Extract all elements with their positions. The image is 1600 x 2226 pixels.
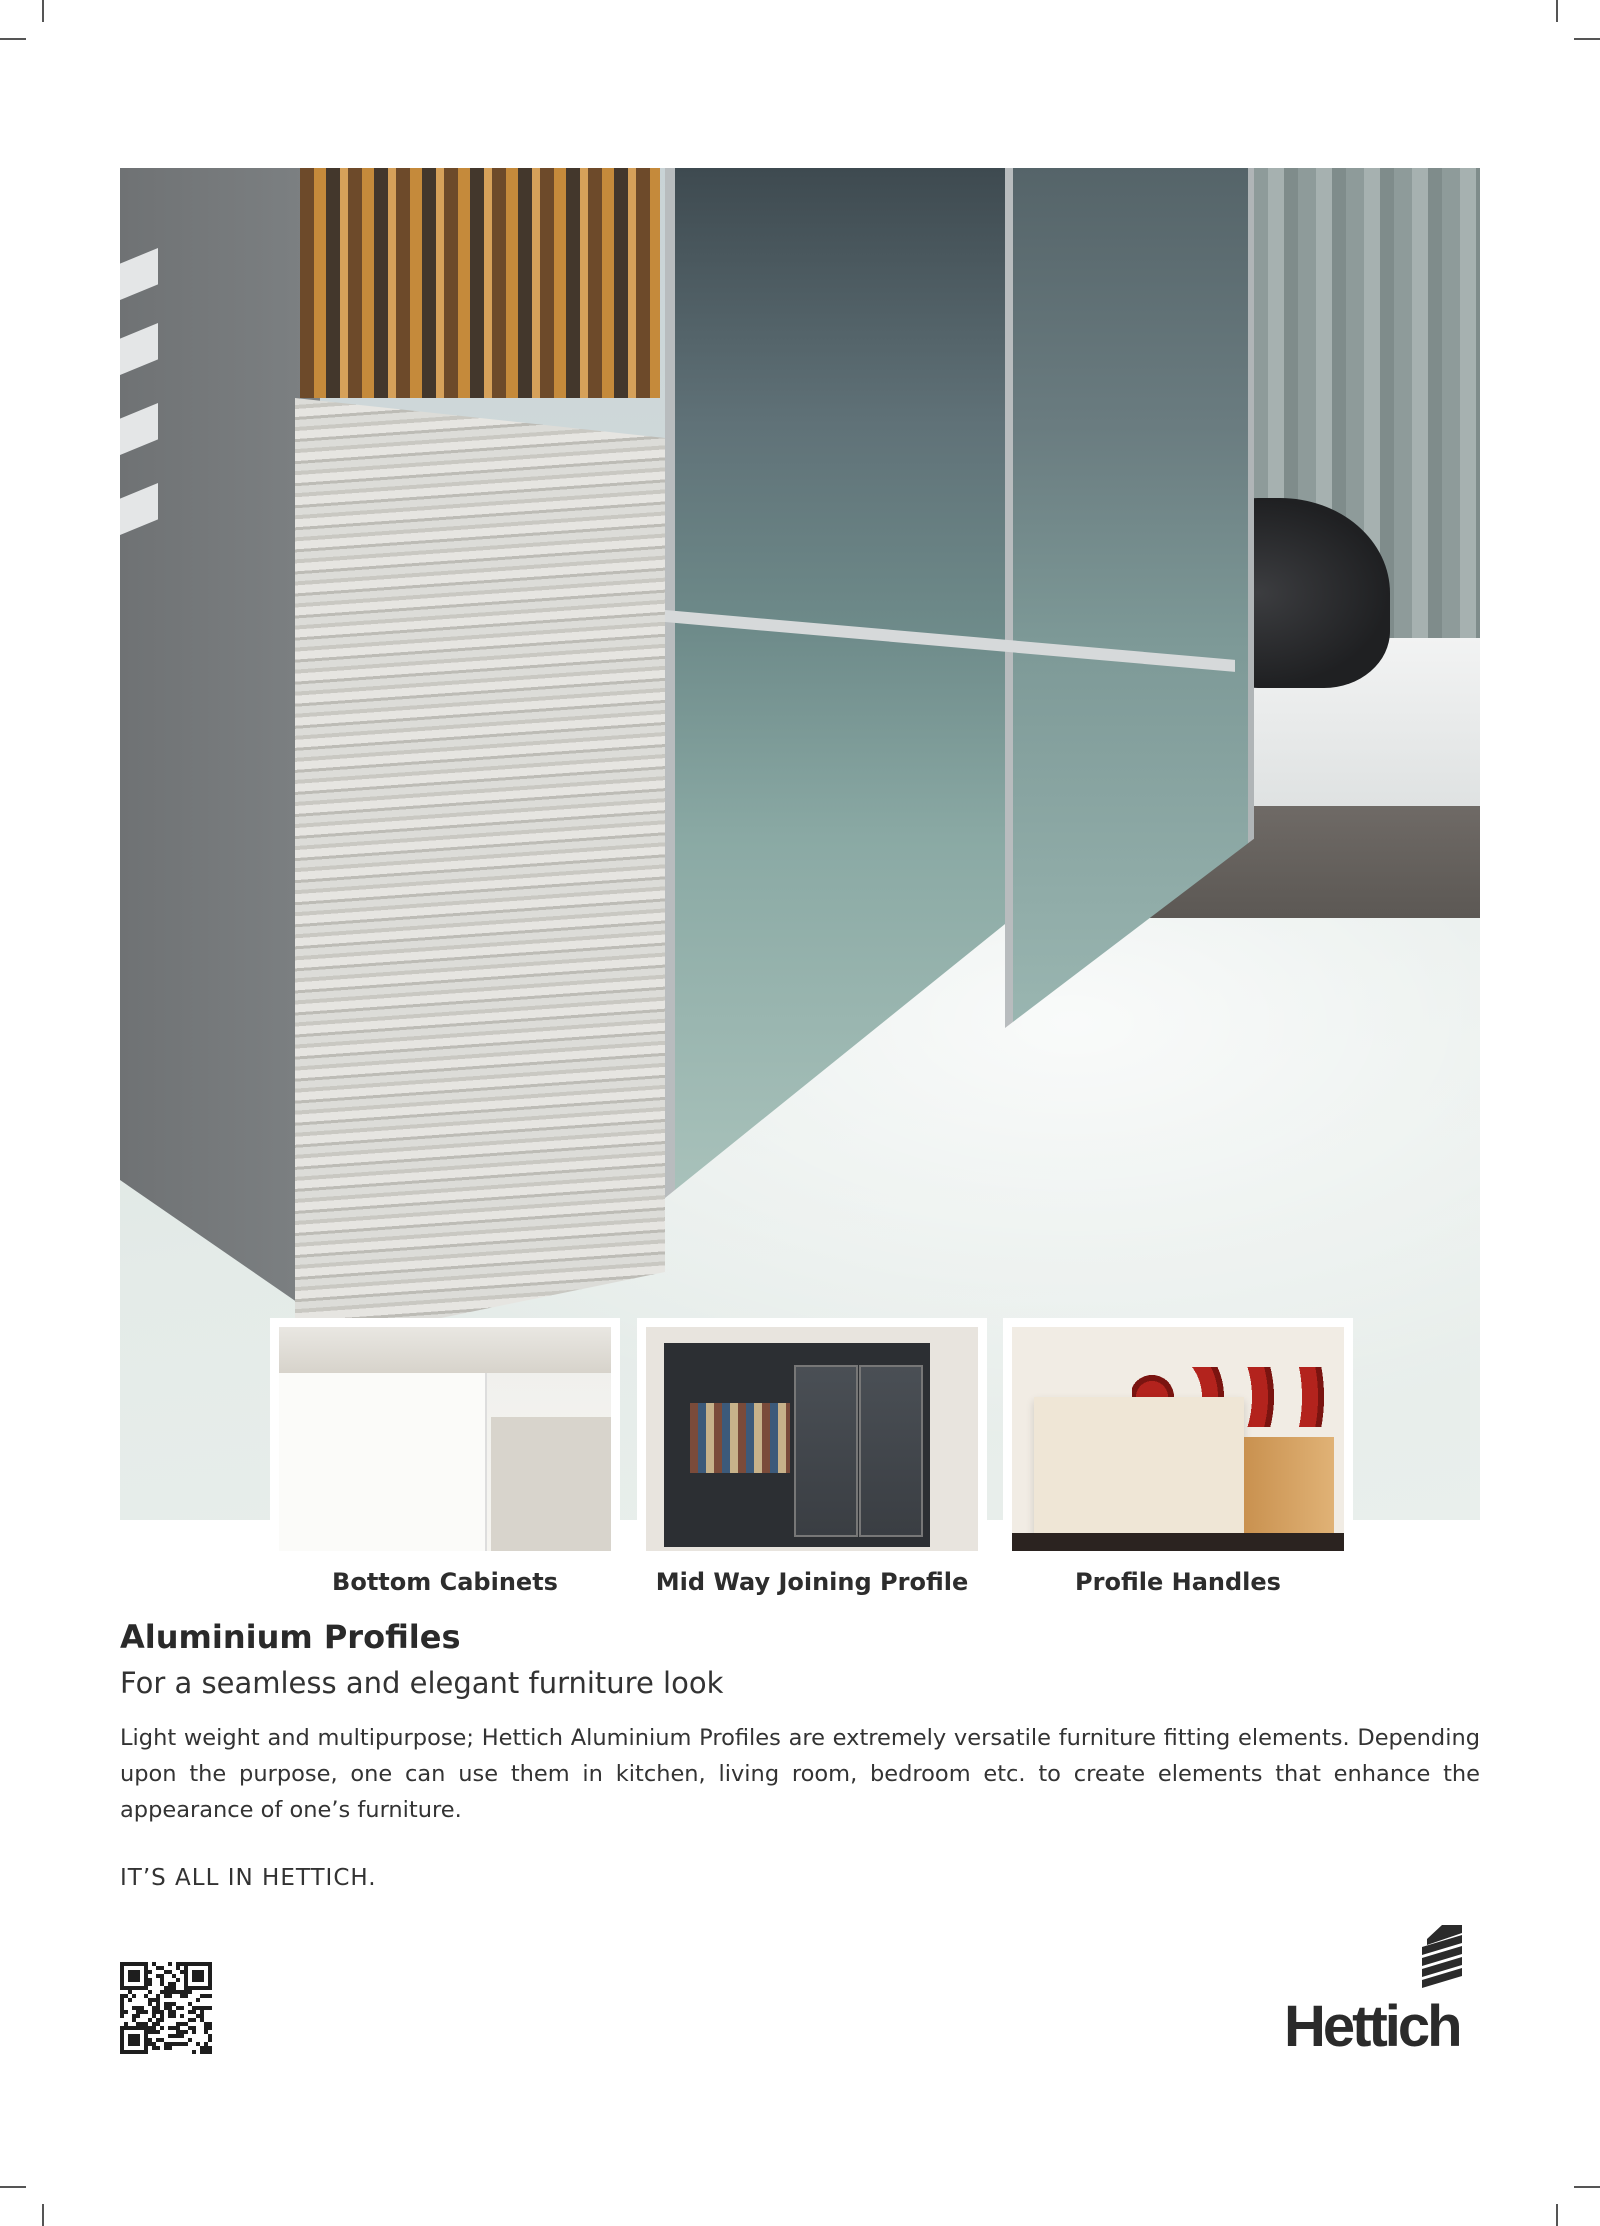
glass-panel — [794, 1365, 858, 1537]
body-paragraph: Light weight and multipurpose; Hettich Aluminium Profiles are extremely versatile furniture fitting elements. Depending upon the purpose, one can use them in kitchen, living room, bedroom etc. to create elements that enhance the appearance of one’s furniture. — [120, 1725, 1480, 1823]
page-title: Aluminium Profiles — [120, 1618, 461, 1656]
drawer-side — [1244, 1437, 1334, 1547]
crop-mark — [0, 2186, 26, 2188]
glass-panel — [859, 1365, 923, 1537]
hanging-clothes — [300, 168, 660, 398]
crop-mark — [42, 0, 44, 22]
tagline: IT’S ALL IN HETTICH. — [120, 1865, 377, 1891]
caption-mid-way-joining: Mid Way Joining Profile — [655, 1568, 969, 1596]
qr-module — [208, 2050, 212, 2054]
profile-handles-image — [1012, 1327, 1344, 1551]
crop-mark — [1574, 38, 1600, 40]
crop-mark — [1556, 2204, 1558, 2226]
cabinet-door — [279, 1373, 487, 1551]
crop-mark — [42, 2204, 44, 2226]
thumbnail-mid-way-joining — [637, 1318, 987, 1560]
open-shelf — [690, 1403, 790, 1473]
countertop — [279, 1327, 611, 1373]
drawer-front — [1034, 1397, 1244, 1547]
bottom-cabinets-image — [279, 1327, 611, 1551]
wood-panel-door — [295, 398, 665, 1348]
caption-bottom-cabinets: Bottom Cabinets — [332, 1568, 558, 1596]
cabinet-door — [491, 1417, 611, 1551]
crop-mark — [1556, 0, 1558, 22]
thumbnail-profile-handles — [1003, 1318, 1353, 1560]
hettich-logo — [1284, 1925, 1484, 2060]
page-subtitle: For a seamless and elegant furniture look — [120, 1666, 724, 1700]
plinth — [1012, 1533, 1344, 1551]
crop-mark — [1574, 2186, 1600, 2188]
thumbnail-bottom-cabinets — [270, 1318, 620, 1560]
mid-way-joining-image — [646, 1327, 978, 1551]
wardrobe — [664, 1343, 930, 1547]
brand-name: Hettich — [1284, 1994, 1460, 2059]
crop-mark — [0, 38, 26, 40]
caption-profile-handles: Profile Handles — [1075, 1568, 1281, 1596]
qr-code-icon[interactable] — [120, 1962, 212, 2054]
